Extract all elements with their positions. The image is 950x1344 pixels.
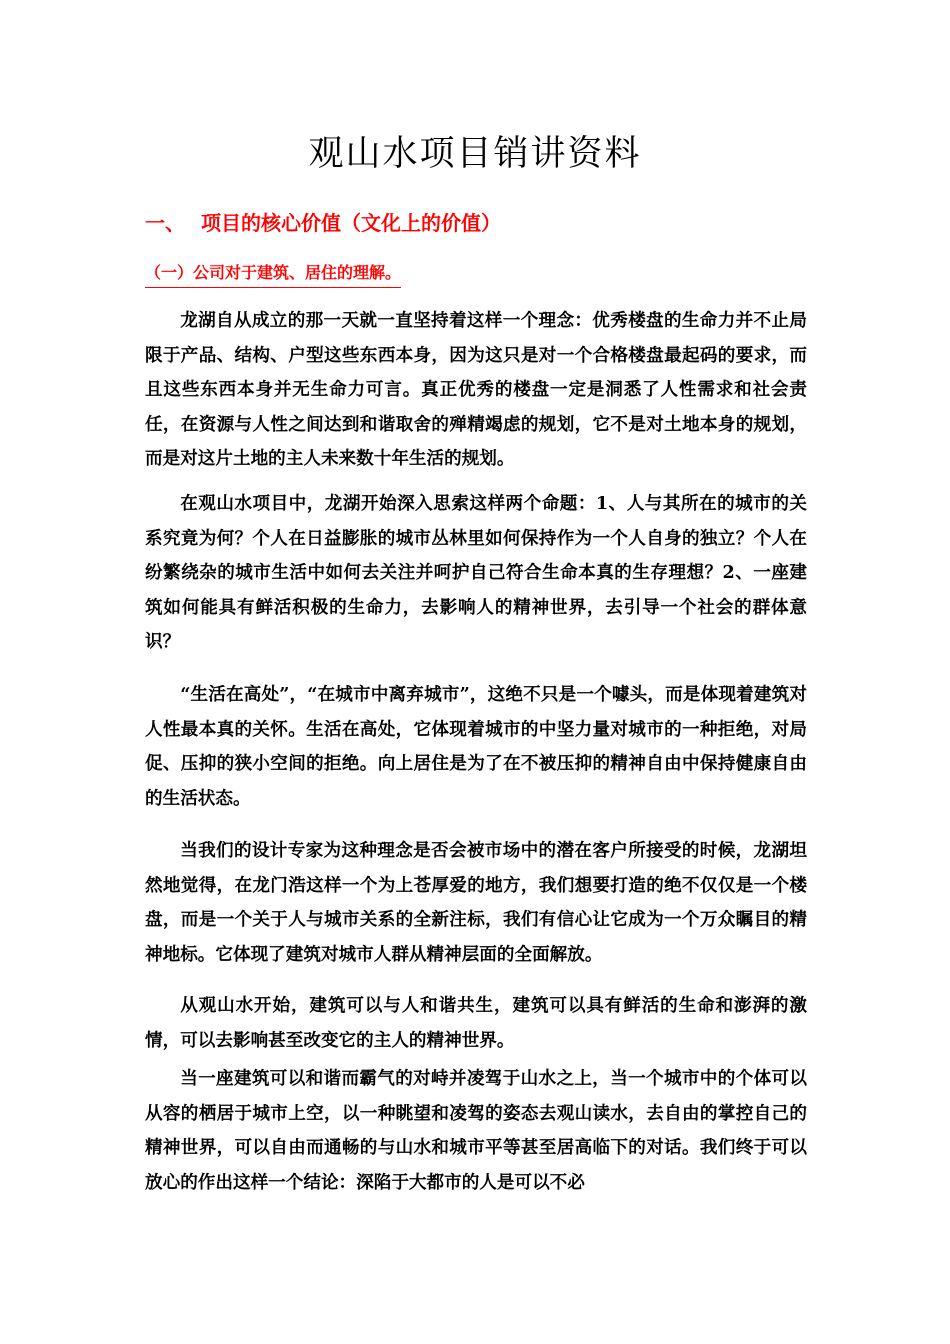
paragraph-6: 当一座建筑可以和谐而霸气的对峙并凌驾于山水之上，当一个城市中的个体可以从容的栖居于城市上空，以一种眺望和凌驾的姿态去观山读水，去自由的掌控自己的精神世界，可以自由而通畅的与山水和城市平等甚至居高临下的对话。我们终于可以放心的作出这样一个结论：深陷于大都市的人是可以不必	[145, 1068, 807, 1193]
section-heading-text: 项目的核心价值（文化上的价值）	[201, 211, 501, 235]
paragraph-2: 在观山水项目中，龙湖开始深入思索这样两个命题：1、人与其所在的城市的关系究竟为何？个人在日益膨胀的城市丛林里如何保持作为一个人自身的独立？个人在纷繁绕杂的城市生活中如何去关注并呵护自己符合生命本真的生存理想？2、一座建筑如何能具有鲜活积极的生命力，去影响人的精神世界，去引导一个社会的群体意识？	[145, 493, 807, 653]
paragraph-3: “生活在高处”，“在城市中离弃城市”，这绝不只是一个噱头，而是体现着建筑对人性最本真的关怀。生活在高处，它体现着城市的中坚力量对城市的一种拒绝，对局促、压抑的狭小空间的拒绝。向上居住是为了在不被压抑的精神自由中保持健康自由的生活状态。	[145, 684, 807, 809]
section-heading	[145, 208, 501, 238]
paragraph-1: 龙湖自从成立的那一天就一直坚持着这样一个理念：优秀楼盘的生命力并不止局限于产品、结构、户型这些东西本身，因为这只是对一个合格楼盘最起码的要求，而且这些东西本身并无生命力可言。真正优秀的楼盘一定是洞悉了人性需求和社会责任，在资源与人性之间达到和谐取舍的殚精竭虑的规划，它不是对土地本身的规划，而是对这片土地的主人未来数十年生活的规划。	[145, 310, 807, 470]
section-number: 一、	[145, 211, 185, 235]
subsection-heading: （一）公司对于建筑、居住的理解。	[145, 260, 401, 288]
page-title: 观山水项目销讲资料	[308, 134, 642, 174]
paragraph-4: 当我们的设计专家为这种理念是否会被市场中的潜在客户所接受的时候，龙湖坦然地觉得，在龙门浩这样一个为上苍厚爱的地方，我们想要打造的绝不仅仅是一个楼盘，而是一个关于人与城市关系的全新注标，我们有信心让它成为一个万众瞩目的精神地标。它体现了建筑对城市人群从精神层面的全面解放。	[145, 840, 807, 965]
paragraph-5: 从观山水开始，建筑可以与人和谐共生，建筑可以具有鲜活的生命和澎湃的激情，可以去影响甚至改变它的主人的精神世界。	[145, 995, 807, 1051]
